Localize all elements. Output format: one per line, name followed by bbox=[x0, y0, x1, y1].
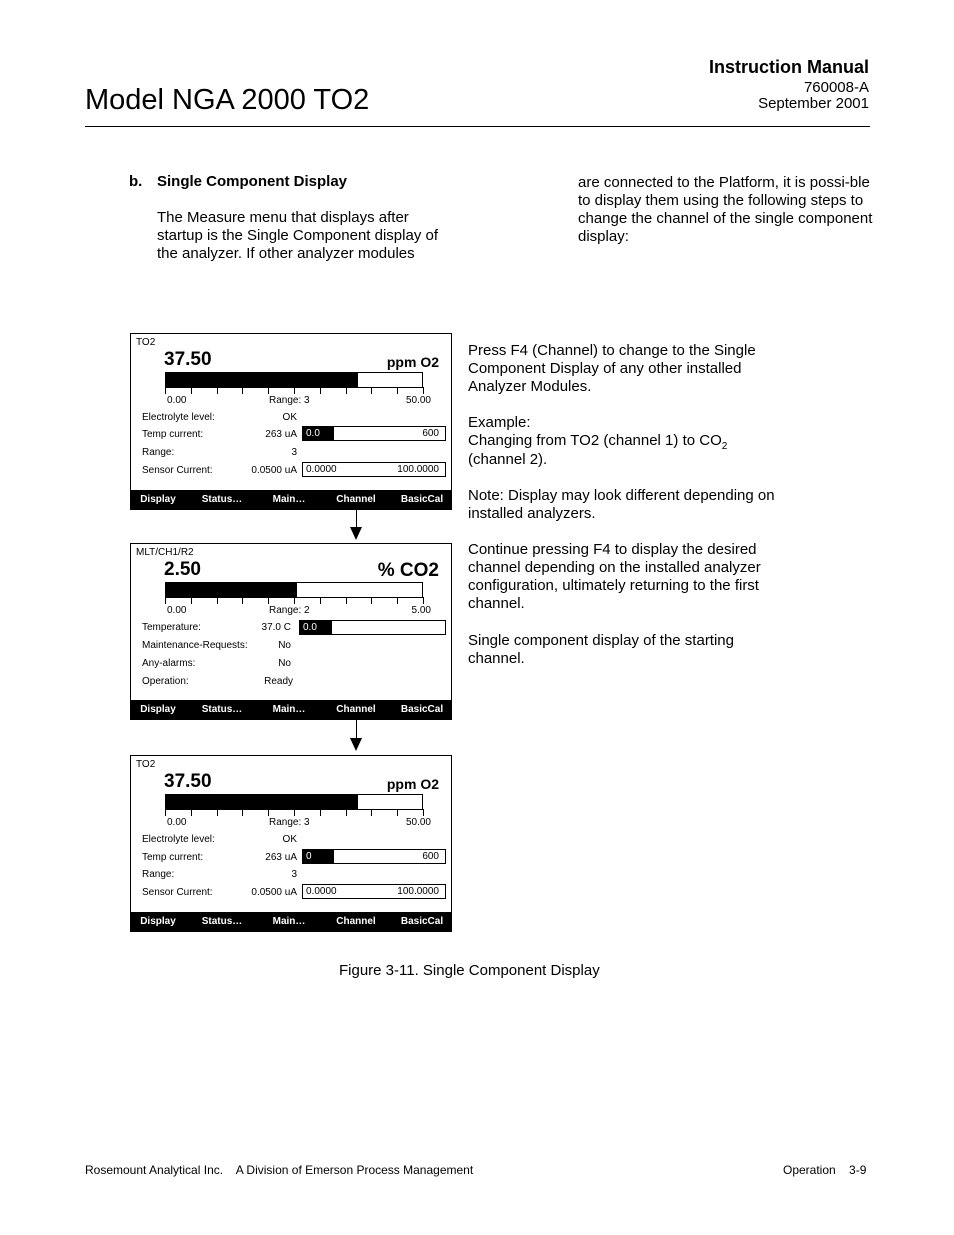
scale-range: Range: 3 bbox=[269, 395, 310, 406]
softkey-channel[interactable]: Channel bbox=[336, 916, 376, 927]
section-heading: Single Component Display bbox=[157, 173, 348, 190]
scale-tick bbox=[294, 387, 295, 394]
param-label: Electrolyte level: bbox=[142, 834, 215, 845]
scale-tick bbox=[423, 597, 424, 604]
scale-tick bbox=[268, 809, 269, 816]
down-arrow-icon bbox=[350, 738, 362, 751]
measurement-bar bbox=[165, 372, 423, 388]
param-label: Electrolyte level: bbox=[142, 412, 215, 423]
manual-label: Instruction Manual bbox=[708, 57, 869, 77]
param-value: 263 uA bbox=[265, 852, 297, 863]
note-paragraph: Note: Display may look different depending on installed analyzers. bbox=[468, 487, 775, 522]
param-label: Range: bbox=[142, 869, 175, 880]
scale-tick bbox=[165, 809, 166, 816]
measurement-bar bbox=[165, 582, 423, 598]
scale-min: 0.00 bbox=[167, 395, 187, 406]
softkey-status[interactable]: Status… bbox=[201, 916, 243, 927]
channel-label: MLT/CH1/R2 bbox=[136, 547, 194, 558]
param-bar bbox=[302, 849, 446, 864]
param-label: Sensor Current: bbox=[142, 465, 213, 476]
scale-max: 50.00 bbox=[405, 395, 431, 406]
softkey-bar bbox=[131, 490, 451, 509]
param-bar-max: 100.0000 bbox=[397, 886, 439, 897]
softkey-main[interactable]: Main… bbox=[272, 494, 306, 505]
param-value: No bbox=[278, 658, 291, 669]
softkey-basiccal[interactable]: BasicCal bbox=[400, 494, 444, 505]
example-line: Changing from TO2 (channel 1) to $CO_2$ bbox=[468, 432, 728, 452]
channel-label: TO2 bbox=[136, 759, 156, 770]
param-value: OK bbox=[282, 834, 297, 845]
param-bar-max: 600 bbox=[422, 428, 439, 439]
param-value: Ready bbox=[264, 676, 293, 687]
measurement-bar-fill bbox=[166, 373, 358, 387]
measurement-unit: % CO2 bbox=[377, 560, 439, 581]
doc-number: 760008-A bbox=[803, 79, 869, 96]
screen-co2 bbox=[130, 543, 452, 720]
scale-tick bbox=[320, 387, 321, 394]
example-line-2: (channel 2). bbox=[468, 451, 548, 468]
scale-min: 0.00 bbox=[167, 817, 187, 828]
param-bar bbox=[302, 426, 446, 441]
scale-tick bbox=[423, 809, 424, 816]
scale-range: Range: 3 bbox=[269, 817, 310, 828]
softkey-display[interactable]: Display bbox=[140, 704, 176, 715]
measurement-bar-fill bbox=[166, 795, 358, 809]
arrow-shaft bbox=[356, 718, 357, 739]
scale-tick bbox=[191, 809, 192, 816]
param-value: 37.0 C bbox=[261, 622, 291, 633]
scale-tick bbox=[242, 597, 243, 604]
param-label: Range: bbox=[142, 447, 175, 458]
example-label: Example: bbox=[468, 414, 531, 431]
softkey-channel[interactable]: Channel bbox=[336, 704, 376, 715]
param-label: Any-alarms: bbox=[142, 658, 196, 669]
figure-caption: Figure 3-11. Single Component Display bbox=[339, 962, 600, 979]
continue-paragraph: Continue pressing F4 to display the desired channel depending on the installed analyzer configuration, ultimately returning to the first channel. bbox=[468, 541, 761, 612]
channel-label: TO2 bbox=[136, 337, 156, 348]
measurement-bar-fill bbox=[166, 583, 297, 597]
doc-date: September 2001 bbox=[758, 95, 869, 112]
param-label: Sensor Current: bbox=[142, 887, 213, 898]
param-label: Maintenance-Requests: bbox=[142, 640, 248, 651]
param-bar bbox=[302, 462, 446, 477]
scale-tick bbox=[217, 387, 218, 394]
scale-ticks bbox=[165, 597, 423, 605]
param-value: No bbox=[278, 640, 291, 651]
softkey-bar bbox=[131, 700, 451, 719]
scale-tick bbox=[371, 809, 372, 816]
param-value: 3 bbox=[291, 447, 297, 458]
scale-tick bbox=[165, 597, 166, 604]
softkey-channel[interactable]: Channel bbox=[336, 494, 376, 505]
screen-to2-return bbox=[130, 755, 452, 932]
softkey-main[interactable]: Main… bbox=[272, 916, 306, 927]
page-title: Model NGA 2000 TO2 bbox=[85, 84, 370, 116]
scale-tick bbox=[242, 387, 243, 394]
scale-tick bbox=[346, 387, 347, 394]
scale-ticks bbox=[165, 387, 423, 395]
measurement-value: 37.50 bbox=[164, 771, 212, 792]
instruction-paragraph: Press F4 (Channel) to change to the Single Component Display of any other installed Analyzer Modules. bbox=[468, 342, 756, 395]
scale-tick bbox=[346, 809, 347, 816]
param-bar bbox=[302, 884, 446, 899]
softkey-display[interactable]: Display bbox=[140, 494, 176, 505]
scale-tick bbox=[191, 597, 192, 604]
param-bar bbox=[299, 620, 446, 635]
softkey-bar bbox=[131, 912, 451, 931]
param-bar-min: 0.0 bbox=[306, 428, 320, 439]
section-paragraph-left: The Measure menu that displays after startup is the Single Component display of the analyzer. If other analyzer modules bbox=[157, 209, 438, 262]
softkey-status[interactable]: Status… bbox=[201, 494, 243, 505]
param-bar-max: 100.0000 bbox=[397, 464, 439, 475]
measurement-unit: ppm O2 bbox=[386, 776, 439, 792]
measurement-unit: ppm O2 bbox=[386, 354, 439, 370]
scale-tick bbox=[397, 387, 398, 394]
measurement-value: 37.50 bbox=[164, 349, 212, 370]
scale-ticks bbox=[165, 809, 423, 817]
param-value: OK bbox=[282, 412, 297, 423]
softkey-status[interactable]: Status… bbox=[201, 704, 243, 715]
softkey-basiccal[interactable]: BasicCal bbox=[400, 916, 444, 927]
scale-tick bbox=[217, 597, 218, 604]
footer-company: Rosemount Analytical Inc. A Division of Emerson Process Management bbox=[85, 1163, 474, 1177]
scale-tick bbox=[371, 597, 372, 604]
scale-tick bbox=[165, 387, 166, 394]
softkey-main[interactable]: Main… bbox=[272, 704, 306, 715]
scale-tick bbox=[191, 387, 192, 394]
param-label: Temperature: bbox=[142, 622, 201, 633]
softkey-basiccal[interactable]: BasicCal bbox=[400, 704, 444, 715]
scale-tick bbox=[371, 387, 372, 394]
param-bar-max: 600 bbox=[422, 851, 439, 862]
footer-page: Operation 3-9 bbox=[783, 1163, 867, 1177]
scale-tick bbox=[294, 809, 295, 816]
scale-tick bbox=[242, 809, 243, 816]
arrow-shaft bbox=[356, 508, 357, 528]
softkey-display[interactable]: Display bbox=[140, 916, 176, 927]
param-label: Operation: bbox=[142, 676, 189, 687]
param-bar-min: 0.0000 bbox=[306, 886, 337, 897]
param-value: 0.0500 uA bbox=[251, 465, 297, 476]
scale-tick bbox=[217, 809, 218, 816]
param-label: Temp current: bbox=[142, 429, 204, 440]
measurement-bar bbox=[165, 794, 423, 810]
section-paragraph-right: are connected to the Platform, it is possi-ble to display them using the following steps to change the channel of the single component display: bbox=[578, 174, 873, 245]
scale-max: 5.00 bbox=[411, 605, 431, 616]
scale-min: 0.00 bbox=[167, 605, 187, 616]
scale-tick bbox=[320, 809, 321, 816]
param-bar-min: 0.0 bbox=[303, 622, 317, 633]
scale-tick bbox=[268, 597, 269, 604]
scale-tick bbox=[397, 597, 398, 604]
measurement-value: 2.50 bbox=[164, 559, 201, 580]
screen-to2-first bbox=[130, 333, 452, 510]
param-bar-min: 0.0000 bbox=[306, 464, 337, 475]
starting-channel-paragraph: Single component display of the starting channel. bbox=[468, 632, 734, 667]
scale-tick bbox=[346, 597, 347, 604]
scale-tick bbox=[423, 387, 424, 394]
scale-tick bbox=[294, 597, 295, 604]
param-label: Temp current: bbox=[142, 852, 204, 863]
param-value: 3 bbox=[291, 869, 297, 880]
section-letter: b. bbox=[129, 173, 143, 190]
scale-tick bbox=[320, 597, 321, 604]
header-divider bbox=[85, 126, 870, 127]
param-value: 0.0500 uA bbox=[251, 887, 297, 898]
down-arrow-icon bbox=[350, 527, 362, 540]
param-bar-min: 0 bbox=[306, 851, 312, 862]
scale-range: Range: 2 bbox=[269, 605, 310, 616]
scale-tick bbox=[397, 809, 398, 816]
scale-max: 50.00 bbox=[405, 817, 431, 828]
scale-tick bbox=[268, 387, 269, 394]
param-value: 263 uA bbox=[265, 429, 297, 440]
